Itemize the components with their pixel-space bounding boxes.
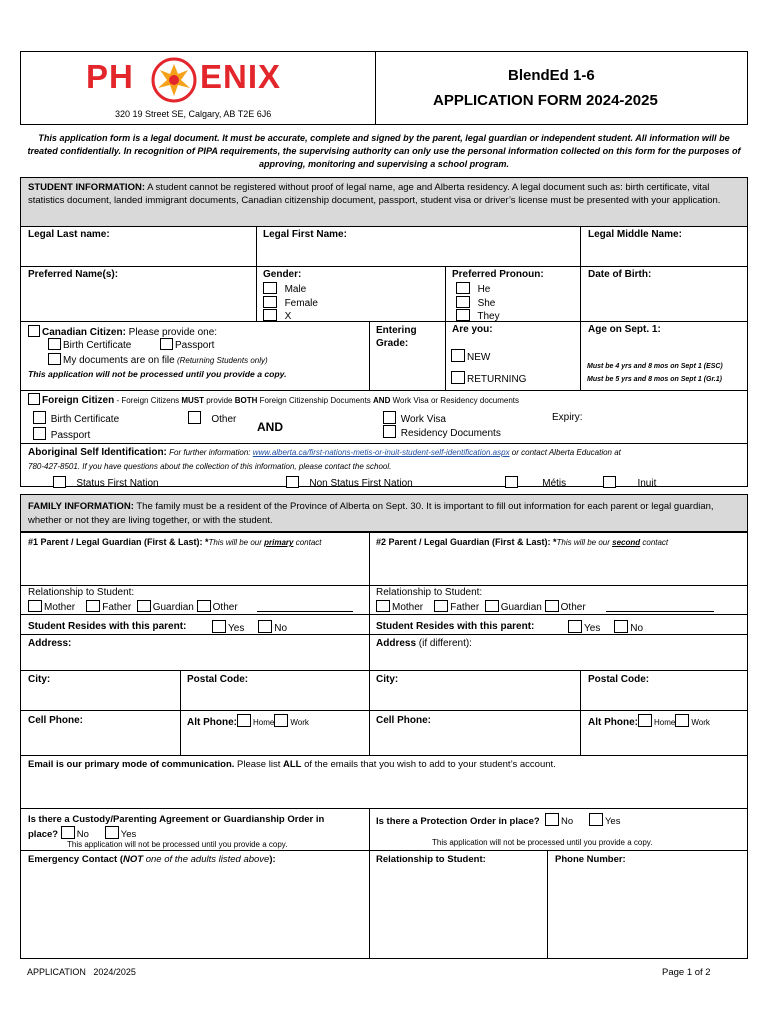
option-label: No [560, 816, 574, 827]
pronoun-she[interactable] [456, 296, 495, 309]
row-line [20, 670, 748, 671]
form-subtitle: APPLICATION FORM 2024-2025 [433, 92, 658, 109]
row-line [20, 321, 748, 322]
legal-last-name-label: Legal Last name: [28, 229, 110, 240]
option-label: Yes [120, 829, 137, 840]
checkbox[interactable] [188, 411, 201, 424]
option-label: Guardian [152, 602, 194, 613]
phoenix-bird-logo [150, 56, 198, 104]
text: Please list [234, 759, 283, 770]
relationship-options-p2 [376, 600, 586, 613]
postal-label-p2: Postal Code: [588, 674, 650, 685]
text: Email is our primary mode of communication. [28, 759, 235, 770]
option-label: Birth Certificate [63, 340, 132, 351]
text: Is there a Protection Order in place? [376, 816, 540, 827]
checkbox[interactable] [568, 620, 582, 633]
family-heading-label: FAMILY INFORMATION: [28, 501, 134, 512]
aboriginal-link[interactable]: www.alberta.ca/first-nations-metis-or-inuit-student-self-identification.aspx [252, 448, 510, 457]
option-label: Métis [542, 478, 567, 489]
checkbox[interactable] [197, 600, 211, 612]
and-label: AND [257, 420, 283, 434]
dob-label: Date of Birth: [588, 269, 652, 280]
text: place? [28, 829, 59, 840]
other-underline [606, 611, 714, 612]
option-label: Work [290, 718, 309, 727]
age-note-gr1: Must be 5 yrs and 8 mos on Sept 1 (Gr.1) [587, 376, 722, 383]
option-label: Father [102, 602, 132, 613]
col-line [445, 321, 446, 390]
checkbox[interactable] [485, 600, 499, 612]
checkbox[interactable] [589, 813, 603, 826]
option-label: No [76, 829, 89, 840]
custody-copy-note: This application will not be processed until you provide a copy. [67, 840, 288, 849]
text: MUST [181, 396, 205, 405]
checkbox[interactable] [263, 296, 277, 308]
row-line [20, 808, 748, 809]
text: - Foreign Citizens [114, 396, 182, 405]
form-title: BlendEd 1-6 [508, 67, 595, 84]
resides-label-p1: Student Resides with this parent: [28, 621, 187, 632]
text: Address [376, 638, 417, 649]
metis-option[interactable] [505, 476, 566, 489]
entering-grade-label: Entering Grade: [376, 325, 417, 349]
text: #1 Parent / Legal Guardian (First & Last): * [28, 537, 209, 547]
checkbox[interactable] [603, 476, 616, 488]
row-line [20, 443, 748, 444]
col-line [256, 266, 257, 321]
checkbox[interactable] [160, 338, 173, 350]
checkbox[interactable] [505, 476, 518, 488]
footer-left: APPLICATION 2024/2025 [27, 967, 136, 977]
text: For further information: [166, 448, 253, 457]
pronoun-option-label: He [477, 284, 491, 295]
address-label-p1: Address: [28, 638, 72, 649]
checkbox[interactable] [28, 393, 40, 405]
canadian-citizen-row[interactable] [28, 325, 217, 338]
legal-first-name-label: Legal First Name: [263, 229, 347, 240]
text: Work Visa or Residency documents [390, 396, 520, 405]
are-you-label: Are you: [452, 324, 493, 335]
checkbox[interactable] [286, 476, 299, 488]
text: This will be our [208, 538, 265, 547]
option-label: Mother [392, 602, 424, 613]
option-label: No [274, 623, 288, 634]
option-label: Home [654, 718, 676, 727]
checkbox[interactable] [28, 325, 40, 337]
custody-question: Is there a Custody/Parenting Agreement or Guardianship Order in [28, 814, 325, 825]
header-divider [375, 51, 376, 125]
foreign-note [114, 396, 519, 405]
footer-page-number: Page 1 of 2 [662, 967, 711, 978]
other-underline [257, 611, 353, 612]
option-note: (Returning Students only) [174, 356, 268, 365]
emergency-contact-label [28, 854, 276, 865]
option-label: RETURNING [467, 374, 527, 385]
row-line [20, 585, 748, 586]
school-address: 320 19 Street SE, Calgary, AB T2E 6J6 [115, 109, 272, 119]
checkbox[interactable] [456, 282, 470, 294]
option-label: Other [212, 602, 238, 613]
text: Foreign Citizenship Documents [257, 396, 374, 405]
gender-option-label: Female [284, 298, 318, 309]
checkbox[interactable] [237, 714, 251, 727]
returning-option[interactable] [451, 371, 526, 385]
new-option[interactable] [451, 349, 490, 363]
city-label-p1: City: [28, 674, 51, 685]
text: ): [269, 854, 276, 865]
checkbox[interactable] [105, 826, 119, 839]
custody-options [28, 826, 136, 840]
gender-male[interactable] [263, 282, 306, 295]
foreign-citizen-row[interactable] [28, 393, 519, 406]
provide-one-label: Please provide one: [125, 327, 218, 338]
status-fn-option[interactable] [53, 476, 159, 489]
option-label: No [630, 623, 644, 634]
col-line [445, 266, 446, 321]
checkbox[interactable] [263, 309, 277, 321]
checkbox[interactable] [451, 371, 465, 384]
checkbox[interactable] [434, 600, 448, 612]
option-label: Non Status First Nation [309, 478, 413, 489]
parent1-label [28, 537, 322, 547]
resides-label-p2: Student Resides with this parent: [376, 621, 535, 632]
option-label: Mother [44, 602, 76, 613]
pronoun-option-label: She [477, 298, 496, 309]
text: This will be our [556, 538, 613, 547]
option-label: Work [691, 718, 710, 727]
col-line [547, 850, 548, 959]
checkbox[interactable] [48, 338, 61, 350]
parent2-label [376, 537, 668, 547]
col-line [369, 808, 370, 959]
option-label: Home [253, 718, 275, 727]
address-label-p2 [376, 638, 472, 649]
relationship-label-p1: Relationship to Student: [28, 587, 135, 598]
foreign-citizen-label: Foreign Citizen [42, 395, 115, 406]
text: contact [640, 538, 669, 547]
option-label: Other [560, 602, 586, 613]
gender-label: Gender: [263, 269, 302, 280]
text: ALL [282, 759, 302, 770]
option-label: My documents are on file [63, 355, 175, 366]
text: second [612, 538, 641, 547]
option-label: Yes [604, 816, 621, 827]
checkbox[interactable] [137, 600, 151, 612]
checkbox[interactable] [614, 620, 628, 633]
checkbox[interactable] [675, 714, 689, 727]
col-line [180, 670, 181, 755]
row-line [20, 634, 748, 635]
checkbox[interactable] [263, 282, 277, 294]
relationship-label-p2: Relationship to Student: [376, 587, 483, 598]
text: primary [264, 538, 294, 547]
protection-copy-note: This application will not be processed until you provide a copy. [432, 838, 653, 847]
option-label: Father [450, 602, 480, 613]
preferred-name-label: Preferred Name(s): [28, 269, 119, 280]
family-note: The family must be a resident of the Province of Alberta on Sept. 30. It is important to fill out information for each parent or legal guardian, whether or not they are living together, or with the student. [28, 501, 714, 526]
checkbox[interactable] [638, 714, 652, 727]
checkbox[interactable] [86, 600, 100, 612]
checkbox[interactable] [274, 714, 288, 727]
checkbox[interactable] [33, 411, 46, 424]
checkbox[interactable] [456, 296, 470, 308]
pronoun-option-label: They [477, 311, 500, 322]
option-label: Residency Documents [400, 428, 501, 439]
checkbox[interactable] [383, 411, 396, 424]
row-line [20, 531, 748, 533]
not-processed-note: This application will not be processed until you provide a copy. [28, 369, 287, 379]
option-label: Yes [228, 623, 245, 634]
gender-female[interactable] [263, 296, 318, 309]
foreign-passport-option[interactable] [33, 427, 90, 441]
checkbox[interactable] [33, 427, 46, 440]
text: one of the adults listed above [143, 854, 270, 865]
expiry-label: Expiry: [552, 412, 583, 423]
relationship-options-p1 [28, 600, 238, 613]
cell-label-p2: Cell Phone: [376, 715, 432, 726]
foreign-other-option[interactable] [188, 411, 236, 425]
age-note-esc: Must be 4 yrs and 8 mos on Sept 1 (ESC) [587, 363, 723, 370]
logo-text-right: ENIX [200, 58, 282, 95]
protection-order [376, 813, 620, 827]
option-label: Work Visa [400, 414, 446, 425]
text: BOTH [234, 396, 258, 405]
city-label-p2: City: [376, 674, 399, 685]
age-sept-label: Age on Sept. 1: [588, 324, 661, 335]
row-line [20, 266, 748, 267]
row-line [20, 755, 748, 756]
text: 780-427-8501. If you have questions about the collection of this information, please contact the school. [28, 462, 392, 471]
col-line [580, 266, 581, 390]
option-label: Inuit [637, 478, 657, 489]
option-label: Status First Nation [76, 478, 159, 489]
checkbox[interactable] [451, 349, 465, 362]
checkbox[interactable] [53, 476, 66, 488]
logo-text-left: PH [86, 58, 134, 95]
option-label: Guardian [500, 602, 542, 613]
checkbox[interactable] [48, 353, 61, 365]
pronoun-he[interactable] [456, 282, 490, 295]
row-line [20, 850, 748, 851]
col-line [580, 670, 581, 755]
row-line [20, 390, 748, 391]
postal-label-p1: Postal Code: [187, 674, 249, 685]
row-line [20, 614, 748, 615]
intro-text: This application form is a legal document. It must be accurate, complete and signed by the parent, legal guardian or independent student. All information will be treated confidentially. In recognition of PIPA requirements, the supervising authority can only use the personal information collected on this form for the purposes of approving, monitoring and supervising a school program. [27, 133, 741, 169]
text: Alt Phone: [187, 717, 237, 728]
checkbox[interactable] [212, 620, 226, 633]
alt-phone-p1 [187, 714, 309, 728]
student-heading: STUDENT INFORMATION: A student cannot be registered without proof of legal name, age and Alberta residency. A legal document such as: birth certificate, vital statistics document, landed immigrant documents, Canadian citizenship document, passport, student visa or driver’s license must be presented with your application. [28, 182, 721, 206]
residency-docs-option[interactable] [383, 425, 501, 439]
resides-options-p2 [568, 620, 643, 634]
work-visa-option[interactable] [383, 411, 446, 425]
cell-label-p1: Cell Phone: [28, 715, 84, 726]
col-line [369, 321, 370, 390]
birth-certificate-option[interactable] [48, 338, 131, 351]
aboriginal-row [28, 446, 744, 474]
checkbox[interactable] [258, 620, 272, 633]
option-label: NEW [467, 352, 491, 363]
option-label: Passport [50, 430, 91, 441]
inuit-option[interactable] [603, 476, 656, 489]
gender-option-label: Male [284, 284, 307, 295]
col-line [580, 226, 581, 266]
col-line [256, 226, 257, 266]
checkbox[interactable] [456, 309, 470, 321]
checkbox[interactable] [28, 600, 42, 612]
col-line [369, 531, 370, 755]
family-heading [28, 500, 740, 528]
passport-option[interactable] [160, 338, 214, 351]
pronoun-label: Preferred Pronoun: [452, 269, 544, 280]
foreign-birth-cert-option[interactable] [33, 411, 119, 425]
gender-option-label: X [284, 311, 292, 322]
text: Emergency Contact ( [28, 854, 124, 865]
text: or contact Alberta Education at [509, 448, 621, 457]
text: NOT [123, 854, 144, 865]
row-line [20, 710, 748, 711]
checkbox[interactable] [376, 600, 390, 612]
text: AND [373, 396, 391, 405]
phone-number-label: Phone Number: [555, 854, 626, 865]
canadian-citizen-label: Canadian Citizen: [42, 327, 126, 338]
email-instructions [28, 759, 556, 770]
text: (if different): [416, 638, 472, 649]
text: of the emails that you wish to add to your student’s account. [301, 759, 556, 770]
emergency-relationship-label: Relationship to Student: [376, 854, 486, 865]
checkbox[interactable] [545, 813, 559, 826]
row-line [20, 226, 748, 227]
checkbox[interactable] [383, 425, 396, 438]
option-label: Birth Certificate [50, 414, 120, 425]
text: Alt Phone: [588, 717, 638, 728]
text: #2 Parent / Legal Guardian (First & Last): * [376, 537, 557, 547]
docs-on-file-option[interactable] [48, 353, 268, 366]
option-label: Passport [175, 340, 215, 351]
option-label: Other [211, 414, 237, 425]
legal-middle-name-label: Legal Middle Name: [588, 229, 682, 240]
checkbox[interactable] [545, 600, 559, 612]
resides-options-p1 [212, 620, 287, 634]
alt-phone-p2 [588, 714, 710, 728]
option-label: Yes [584, 623, 601, 634]
checkbox[interactable] [61, 826, 75, 839]
text: provide [204, 396, 235, 405]
text: contact [293, 538, 322, 547]
non-status-fn-option[interactable] [286, 476, 413, 489]
aboriginal-label: Aboriginal Self Identification: [28, 447, 167, 458]
